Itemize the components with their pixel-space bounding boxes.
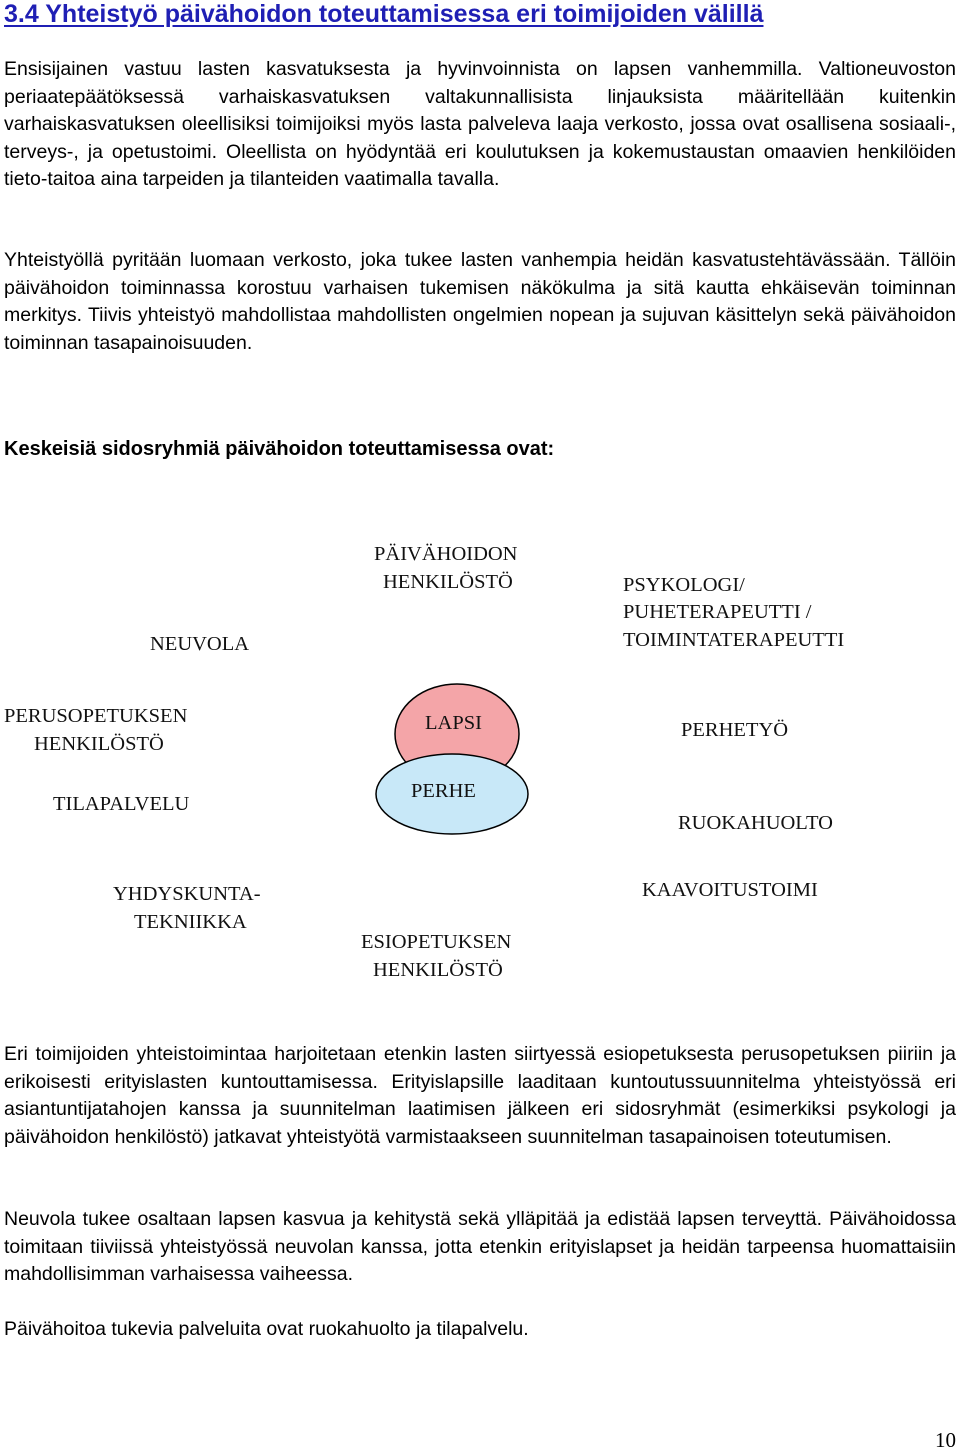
paragraph-cooperation: Eri toimijoiden yhteistoimintaa harjoitetaan etenkin lasten siirtyessä esiopetuksesta perusopetuksen piiriin ja erikoisesti erityislasten kuntouttamisessa. Erityislapsille laaditaan kuntoutussuunnitelma yhteistyössä eri asiantuntijatahojen kanssa ja suunnitelman laatimisen jälkeen eri sidosryhmät (esimerkiksi psykologi ja päivähoidon henkilöstö) jatkavat yhteistyötä varmistaakseen suunnitelman tasapainoisen toteutumisen. (4, 1043, 956, 1148)
ruokahuolto-label: RUOKAHUOLTO (678, 812, 833, 834)
perhetyo-label: PERHETYÖ (681, 719, 789, 741)
neuvola-label: NEUVOLA (150, 633, 250, 655)
kaavoitustoimi-label: KAAVOITUSTOIMI (642, 879, 818, 901)
paragraph-network: Yhteistyöllä pyritään luomaan verkosto, joka tukee lasten vanhempia heidän kasvatustehtävässään. Tällöin päivähoidon toiminnassa korostuu varhaisen tukemisen näkökulma ja sitä kautta ehkäisevän toiminnan merkitys. Tiivis yhteistyö mahdollistaa mahdollisten ongelmien nopean ja sujuvan käsittelyn sekä päivähoidon toiminnan tasapainoisuuden. (4, 249, 956, 354)
esiopetuksen-henkilosto-line1: ESIOPETUKSEN (361, 931, 512, 953)
paragraph-responsibility: Ensisijainen vastuu lasten kasvatuksesta ja hyvinvoinnista on lapsen vanhemmilla. Valtioneuvoston periaatepäätöksessä varhaiskasvatuksen valtakunnallisista linjauksista määritellään kuitenkin varhaiskasvatuksen oleellisiksi toimijoiksi myös lasta palveleva laaja verkosto, jossa ovat osallisena sosiaali-, terveys-, ja opetustoimi. Oleellista on hyödyntää eri koulutuksen ja kokemustaustan omaavien henkilöiden tieto-taitoa aina tarpeiden ja tilanteiden vaatimalla tavalla. (4, 58, 956, 190)
esiopetuksen-henkilosto-line2: HENKILÖSTÖ (373, 959, 503, 981)
paragraph-support-services: Päivähoitoa tukevia palveluita ovat ruokahuolto ja tilapalvelu. (4, 1318, 529, 1340)
yhdyskuntatekniikka-line2: TEKNIIKKA (134, 911, 247, 933)
lapsi-label: LAPSI (425, 712, 482, 734)
paragraph-neuvola: Neuvola tukee osaltaan lapsen kasvua ja kehitystä sekä ylläpitää ja edistää lapsen terveyttä. Päivähoidossa toimitaan tiiviissä yhteistyössä neuvolan kanssa, jotta etenkin erityislapset ja heidän tarpeensa huomattaisiin mahdollisimman varhaisessa vaiheessa. (4, 1208, 956, 1285)
perusopetuksen-henkilosto-line2: HENKILÖSTÖ (34, 733, 164, 755)
stakeholders-subheading: Keskeisiä sidosryhmiä päivähoidon toteuttamisessa ovat: (4, 438, 555, 460)
yhdyskuntatekniikka-line1: YHDYSKUNTA- (113, 883, 261, 905)
psykologi-line3: TOIMINTATERAPEUTTI (623, 629, 845, 651)
perhe-label: PERHE (411, 780, 476, 802)
psykologi-line1: PSYKOLOGI/ (623, 574, 745, 596)
page-number: 10 (935, 1428, 956, 1452)
section-heading: 3.4 Yhteistyö päivähoidon toteuttamisessa eri toimijoiden välillä (4, 0, 764, 28)
paivahoidon-henkilosto-line1: PÄIVÄHOIDON (374, 543, 518, 565)
psykologi-line2: PUHETERAPEUTTI / (623, 601, 812, 623)
perusopetuksen-henkilosto-line1: PERUSOPETUKSEN (4, 705, 188, 727)
paivahoidon-henkilosto-line2: HENKILÖSTÖ (383, 571, 513, 593)
tilapalvelu-label: TILAPALVELU (53, 793, 190, 815)
